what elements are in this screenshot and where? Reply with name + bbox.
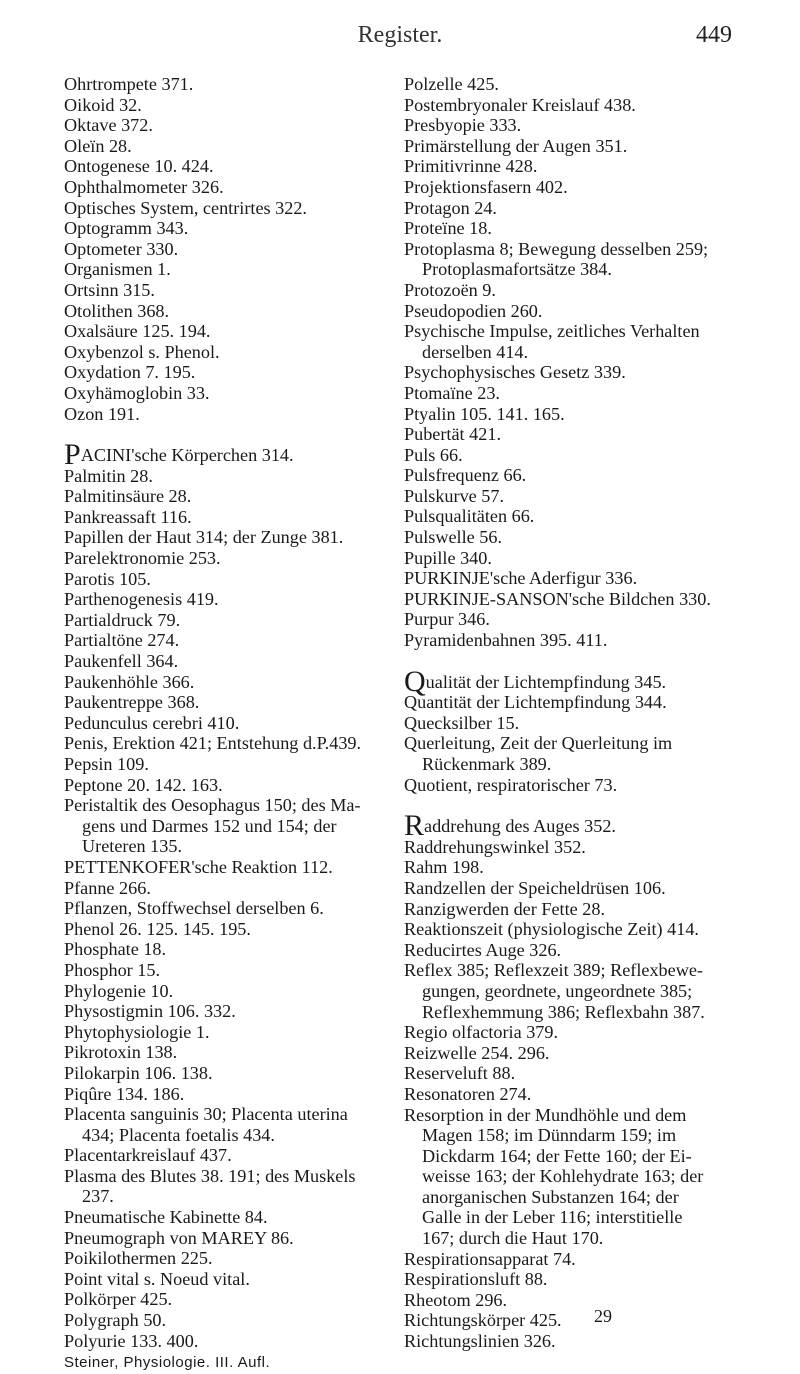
- index-entry: Pulswelle 56.: [404, 527, 503, 548]
- index-entry: Phosphor 15.: [64, 959, 160, 980]
- index-entry: Ptomaïne 23.: [404, 382, 500, 403]
- index-entry: Piqûre 134. 186.: [64, 1083, 185, 1104]
- index-entry: Phytophysiologie 1.: [64, 1021, 210, 1042]
- page-header: [0, 18, 800, 58]
- index-entry: Paukenfell 364.: [64, 651, 179, 672]
- index-entry: Pyramidenbahnen 395. 411.: [404, 630, 608, 651]
- index-entry: Oxalsäure 125. 194.: [64, 321, 211, 342]
- index-entry-continuation: derselben 414.: [422, 341, 529, 362]
- index-entry: Physostigmin 106. 332.: [64, 1001, 236, 1022]
- index-entry: Pubertät 421.: [404, 424, 501, 445]
- index-entry: Parelektronomie 253.: [64, 548, 221, 569]
- index-entry: Reizwelle 254. 296.: [404, 1042, 550, 1063]
- index-entry: Quantität der Lichtempfindung 344.: [404, 692, 667, 713]
- index-entry: Resonatoren 274.: [404, 1083, 532, 1104]
- index-entry: Ohrtrompete 371.: [64, 74, 194, 94]
- index-entry: Oikoid 32.: [64, 94, 142, 115]
- index-entry: Reflex 385; Reflexzeit 389; Reflexbewe-: [404, 960, 703, 981]
- index-entry: Point vital s. Noeud vital.: [64, 1268, 250, 1289]
- index-entry-continuation: Rückenmark 389.: [422, 754, 552, 774]
- index-entry: Raddrehungswinkel 352.: [404, 836, 586, 857]
- index-entry: Psychische Impulse, zeitliches Verhalten: [404, 321, 700, 342]
- index-entry: Oxydation 7. 195.: [64, 362, 196, 383]
- index-entry: Peptone 20. 142. 163.: [64, 774, 223, 795]
- index-entry-continuation: Reflexhemmung 386; Reflexbahn 387.: [422, 1001, 705, 1022]
- index-entry: PURKINJE-SANSON'sche Bildchen 330.: [404, 588, 711, 609]
- index-entry: PETTENKOFER'sche Reaktion 112.: [64, 856, 333, 877]
- index-entry: Polygraph 50.: [64, 1310, 167, 1331]
- index-entry: Organismen 1.: [64, 259, 171, 280]
- index-entry: Polzelle 425.: [404, 74, 499, 94]
- footer-imprint: Steiner, Physiologie. III. Aufl.: [64, 1354, 271, 1372]
- index-entry: Partialdruck 79.: [64, 609, 181, 630]
- index-entry: Pneumograph von MAREY 86.: [64, 1227, 294, 1248]
- index-entry: Ranzigwerden der Fette 28.: [404, 898, 606, 919]
- index-entry-continuation: 434; Placenta foetalis 434.: [82, 1124, 275, 1145]
- index-entry: Resorption in der Mundhöhle und dem: [404, 1104, 687, 1125]
- index-entry: Pulsfrequenz 66.: [404, 465, 527, 486]
- index-entry: Protozoën 9.: [404, 279, 496, 300]
- index-entry: Richtungslinien 326.: [404, 1331, 556, 1352]
- index-entry: Puls 66.: [404, 444, 463, 465]
- index-entry: Partialtöne 274.: [64, 630, 180, 651]
- index-entry: Ptyalin 105. 141. 165.: [404, 403, 565, 424]
- index-entry: Projektionsfasern 402.: [404, 176, 568, 197]
- index-entry: Peristaltik des Oesophagus 150; des Ma-: [64, 795, 361, 816]
- index-entry: Pedunculus cerebri 410.: [64, 712, 240, 733]
- index-entry: Phosphate 18.: [64, 939, 167, 960]
- index-entry: Psychophysisches Gesetz 339.: [404, 362, 626, 383]
- index-entry: Oxyhämoglobin 33.: [64, 382, 210, 403]
- index-entry: Primärstellung der Augen 351.: [404, 135, 628, 156]
- index-entry: Ortsinn 315.: [64, 279, 155, 300]
- index-entry: Pankreassaft 116.: [64, 506, 192, 527]
- index-entry-continuation: anorganischen Substanzen 164; der: [422, 1186, 679, 1207]
- index-entry: Postembryonaler Kreislauf 438.: [404, 94, 636, 115]
- index-entry: Ozon 191.: [64, 403, 140, 424]
- index-entry: Poikilothermen 225.: [64, 1248, 213, 1269]
- index-entry: Pilokarpin 106. 138.: [64, 1062, 213, 1083]
- index-entry: Regio olfactoria 379.: [404, 1022, 559, 1043]
- index-entry: Palmitinsäure 28.: [64, 486, 192, 507]
- page-number: 449: [696, 22, 732, 48]
- index-column-right: [404, 74, 748, 1352]
- index-entry-section-start: Raddrehung des Auges 352.: [404, 809, 616, 843]
- index-entry-continuation: gens und Darmes 152 und 154; der: [82, 815, 337, 836]
- index-entry: Optometer 330.: [64, 238, 179, 259]
- index-entry: Respirationsapparat 74.: [404, 1248, 576, 1269]
- index-entry: Respirationsluft 88.: [404, 1269, 548, 1290]
- index-entry: Randzellen der Speicheldrüsen 106.: [404, 877, 666, 898]
- index-entry: Presbyopie 333.: [404, 115, 522, 136]
- index-entry: Pulsqualitäten 66.: [404, 506, 535, 527]
- index-entry: Protoplasma 8; Bewegung desselben 259;: [404, 238, 709, 259]
- index-entry-continuation: Magen 158; im Dünndarm 159; im: [422, 1125, 677, 1146]
- index-entry: Purpur 346.: [404, 609, 490, 630]
- index-entry: Optisches System, centrirtes 322.: [64, 197, 307, 218]
- index-entry-continuation: Galle in der Leber 116; interstitielle: [422, 1207, 683, 1228]
- index-entry-continuation: 237.: [82, 1186, 114, 1207]
- index-entry: Pflanzen, Stoffwechsel derselben 6.: [64, 898, 324, 919]
- running-title: Register.: [357, 22, 443, 48]
- index-entry: Rheotom 296.: [404, 1289, 508, 1310]
- index-entry: Optogramm 343.: [64, 218, 189, 239]
- index-entry: Polyurie 133. 400.: [64, 1330, 199, 1351]
- index-entry: Placentarkreislauf 437.: [64, 1145, 232, 1166]
- index-entry-continuation: 167; durch die Haut 170.: [422, 1228, 604, 1249]
- index-entry: PURKINJE'sche Aderfigur 336.: [404, 568, 638, 589]
- index-entry: Paukentreppe 368.: [64, 692, 200, 713]
- index-entry: Oleïn 28.: [64, 135, 132, 156]
- index-entry-continuation: weisse 163; der Kohlehydrate 163; der: [422, 1166, 704, 1187]
- index-entry: Parotis 105.: [64, 568, 151, 589]
- index-entry: Pepsin 109.: [64, 754, 149, 774]
- signature-mark: 29: [594, 1306, 612, 1326]
- index-entry: Placenta sanguinis 30; Placenta uterina: [64, 1104, 348, 1125]
- index-entry-continuation: gungen, geordnete, ungeordnete 385;: [422, 980, 693, 1001]
- index-entry: Rahm 198.: [404, 857, 484, 878]
- index-entry: Reducirtes Auge 326.: [404, 939, 562, 960]
- index-entry-continuation: Ureteren 135.: [82, 836, 182, 857]
- index-entry: Penis, Erektion 421; Entstehung d.P.439.: [64, 733, 362, 754]
- index-entry: Richtungskörper 425.: [404, 1310, 562, 1331]
- index-entry: Oktave 372.: [64, 115, 153, 136]
- index-entry: Pfanne 266.: [64, 877, 151, 898]
- index-entry: Parthenogenesis 419.: [64, 589, 219, 610]
- index-entry: Protagon 24.: [404, 197, 497, 218]
- index-entry: Pneumatische Kabinette 84.: [64, 1207, 268, 1228]
- index-entry: Oxybenzol s. Phenol.: [64, 341, 220, 362]
- index-entry: Querleitung, Zeit der Querleitung im: [404, 733, 673, 754]
- index-entry: Pulskurve 57.: [404, 485, 505, 506]
- initial-letter: R: [404, 809, 425, 843]
- index-entry-section-start: Qualität der Lichtempfindung 345.: [404, 664, 667, 698]
- initial-letter: Q: [404, 664, 426, 698]
- index-entry-section-start: PACINI'sche Körperchen 314.: [64, 438, 294, 472]
- index-column-left: [64, 74, 404, 1374]
- index-entry: Pseudopodien 260.: [404, 300, 543, 321]
- index-entry-continuation: Protoplasmafortsätze 384.: [422, 259, 612, 280]
- index-entry: Reserveluft 88.: [404, 1063, 516, 1084]
- index-entry: Pikrotoxin 138.: [64, 1042, 178, 1063]
- index-entry-continuation: Dickdarm 164; der Fette 160; der Ei-: [422, 1145, 692, 1166]
- index-entry: Papillen der Haut 314; der Zunge 381.: [64, 527, 344, 548]
- index-entry: Phylogenie 10.: [64, 980, 174, 1001]
- index-entry: Ophthalmometer 326.: [64, 176, 224, 197]
- index-entry: Polkörper 425.: [64, 1289, 173, 1310]
- index-entry: Phenol 26. 125. 145. 195.: [64, 918, 251, 939]
- index-entry: Primitivrinne 428.: [404, 156, 538, 177]
- index-entry: Ontogenese 10. 424.: [64, 156, 214, 177]
- index-entry: Plasma des Blutes 38. 191; des Muskels: [64, 1165, 356, 1186]
- index-entry: Paukenhöhle 366.: [64, 671, 195, 692]
- index-entry: Quecksilber 15.: [404, 712, 520, 733]
- initial-letter: P: [64, 438, 81, 472]
- index-entry: Quotient, respiratorischer 73.: [404, 774, 618, 795]
- index-entry: Reaktionszeit (physiologische Zeit) 414.: [404, 919, 699, 940]
- index-entry: Pupille 340.: [404, 547, 492, 568]
- index-entry: Proteïne 18.: [404, 218, 492, 239]
- index-entry: Otolithen 368.: [64, 300, 170, 321]
- index-entry: Palmitin 28.: [64, 465, 153, 486]
